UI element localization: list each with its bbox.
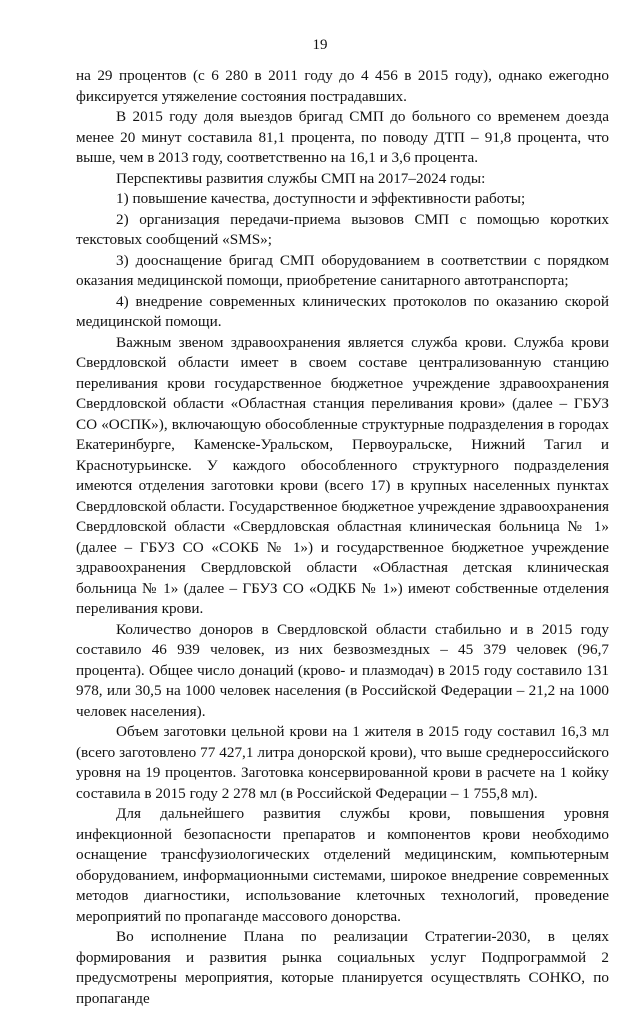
paragraph-strategy-2030: Во исполнение Плана по реализации Стратегии-2030, в целях формирования и развития рынка социальных услуг Подпрограммой 2 предусмотрены мероприятия, которые планируется осуществлять СОНКО, по пропаганде: [76, 928, 609, 1007]
paragraph-blood-volume: Объем заготовки цельной крови на 1 жителя в 2015 году составил 16,3 мл (всего заготовлено 77 427,1 литра донорской крови), что выше среднероссийского уровня на 19 процентов. Заготовка консервированной крови в расчете на 1 койку составила в 2015 году 2 278 мл (в Российской Федерации – 1 755,8 мл).: [76, 723, 609, 802]
list-item-1: 1) повышение качества, доступности и эффективности работы;: [116, 190, 526, 207]
list-item-3: 3) дооснащение бригад СМП оборудованием в соответствии с порядком оказания медицинской помощи, приобретение санитарного автотранспорта;: [76, 251, 609, 289]
document-body: [76, 66, 609, 1009]
paragraph-donors: Количество доноров в Свердловской области стабильно и в 2015 году составило 46 939 человек, из них безвозмездных – 45 379 человек (96,7 процента). Общее число донаций (кровo- и плазмодач) в 2015 году составило 131 978, или 30,5 на 1000 человек населения (в Российской Федерации – 21,2 на 1000 человек населения).: [76, 620, 609, 720]
list-item-2: 2) организация передачи-приема вызовов СМП с помощью коротких текстовых сообщений «SMS»;: [76, 210, 609, 248]
page-number: 19: [312, 37, 328, 53]
paragraph-blood-service: Важным звеном здравоохранения является служба крови. Служба крови Свердловской области имеет в своем составе централизованную станцию переливания крови государственное бюджетное учреждение здравоохранения Свердловской области «Областная станция переливания крови» (далее – ГБУЗ СО «ОСПК»), включающую обособленные структурные подразделения в городах Екатеринбурге, Каменске-Уральском, Первоуральске, Нижний Тагил и Краснотурьинске. У каждого обособленного структурного подразделения имеются отделения заготовки крови (всего 17) в крупных населенных пунктах Свердловской области. Государственное бюджетное учреждение здравоохранения Свердловской области «Свердловская областная клиническая больница № 1» (далее – ГБУЗ СО «СОКБ № 1») и государственное бюджетное учреждение здравоохранения Свердловской области «Областная детская клиническая больница № 1» (далее – ГБУЗ СО «ОДКБ № 1») имеют собственные отделения переливания крови.: [76, 333, 609, 617]
paragraph-prospects-heading: Перспективы развития службы СМП на 2017–2024 годы:: [116, 169, 486, 187]
paragraph-accident-victims: на 29 процентов (с 6 280 в 2011 году до 4 456 в 2015 году), однако ежегодно фиксируется утяжеление состояния пострадавших.: [76, 67, 609, 105]
paragraph-development: Для дальнейшего развития службы крови, повышения уровня инфекционной безопасности препаратов и компонентов крови необходимо оснащение трансфузиологических отделений медицинским, компьютерным оборудованием, информационными системами, широкое внедрение современных методов диагностики, использование клеточных технологий, проведение мероприятий по пропаганде массового донорства.: [76, 805, 609, 925]
list-item-4: 4) внедрение современных клинических протоколов по оказанию скорой медицинской помощи.: [76, 292, 609, 330]
paragraph-arrival-time: В 2015 году доля выездов бригад СМП до больного со временем доезда менее 20 минут составила 81,1 процента, по поводу ДТП – 91,8 процента, что выше, чем в 2013 году, соответственно на 16,1 и 3,6 процента.: [76, 108, 609, 166]
